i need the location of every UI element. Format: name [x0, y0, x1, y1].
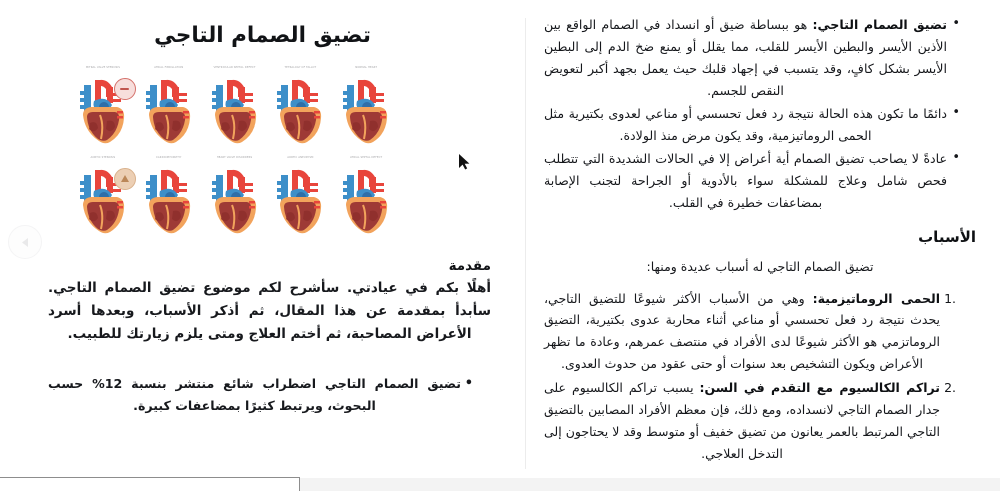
overview-bullet-list — [544, 14, 976, 214]
heart-anatomy-icon — [271, 71, 329, 147]
heart-illustration — [271, 161, 329, 237]
heart-illustration — [140, 71, 198, 147]
bullet-text: عادةً لا يصاحب تضيق الصمام أية أعراض إلا في الحالات الشديدة التي تتطلب فحص شامل وعلاج للمشكلة سواء بالأدوية أو الجراحة لتجنب الإصابة بمضاعفات خطيرة في القلب. — [544, 151, 947, 211]
heart-illustration-cell — [335, 66, 397, 154]
bottom-chrome-background — [300, 478, 1000, 491]
heart-illustration-caption: CARDIOMYOPATHY — [156, 155, 182, 159]
heart-illustration-caption: HEART VALVE DISORDERS — [216, 155, 253, 159]
heart-illustration — [337, 71, 395, 147]
bullet-text: دائمًا ما تكون هذه الحالة نتيجة رد فعل تحسسي أو مناعي لعدوى بكتيرية مثل الحمى الروماتيزمية، وقد يكون مرض منذ الولادة. — [544, 106, 947, 144]
heart-anatomy-icon — [206, 71, 264, 147]
page-title: تضيق الصمام التاجي — [154, 23, 371, 48]
intro-heading: مقدمة — [448, 257, 491, 274]
heart-illustration-caption: TETRALOGY OF FALLOT — [284, 65, 317, 69]
previous-slide-button[interactable] — [8, 225, 42, 259]
heart-illustration-cell — [204, 156, 266, 244]
cause-term: تراكم الكالسيوم مع التقدم في السن: — [699, 380, 940, 396]
heart-anatomy-icon — [140, 71, 198, 147]
right-pane — [526, 0, 1000, 491]
left-text-block — [0, 258, 525, 417]
overview-bullet-item — [544, 14, 960, 102]
heart-anatomy-icon — [271, 161, 329, 237]
heart-illustration-caption: NORMAL HEART — [355, 65, 378, 69]
heart-illustration-cell — [138, 66, 200, 154]
bottom-chrome-strip — [0, 475, 1000, 491]
stenosis-minus-badge-icon — [114, 78, 136, 100]
heart-illustration — [206, 71, 264, 147]
overview-bullet-item — [544, 148, 960, 214]
heart-illustration-cell — [335, 156, 397, 244]
heart-anatomy-icon — [206, 161, 264, 237]
heart-illustration-grid — [0, 66, 525, 244]
left-bullet-item: • تضيق الصمام التاجي اضطراب شائع منتشر بنسبة 12% حسب البحوث، ويرتبط كثيرًا بمضاعفات كبيرة. — [48, 373, 473, 418]
heart-illustration — [337, 161, 395, 237]
cause-text: وهي من الأسباب الأكثر شيوعًا للتضيق التاجي، يحدث نتيجة رد فعل تحسسي أو مناعي أثناء محاربة عدوى بكتيرية، التضيق الروماتزمي هو الأكثر شيوعًا لدى الأفراد في منتصف عمرهم، وعادة ما تظهر الأعراض ويكون التشخيص بعد سنوات أو حتى عقود من حدوث العدوى. — [544, 290, 940, 372]
play-back-triangle-icon — [19, 236, 32, 249]
causes-lead-text: تضيق الصمام التاجي له أسباب عديدة ومنها: — [646, 259, 874, 275]
causes-numbered-list — [544, 288, 976, 465]
bottom-tab-edge[interactable] — [0, 477, 300, 491]
heart-illustration-cell — [138, 156, 200, 244]
heart-illustration-caption: AORTIC ANEURYSM — [287, 155, 314, 159]
heart-illustration-cell — [269, 66, 331, 154]
bullet-term: تضيق الصمام التاجي: — [812, 17, 947, 32]
heart-illustration-cell — [269, 156, 331, 244]
heart-anatomy-icon — [140, 161, 198, 237]
bullet-text: هو ببساطة ضيق أو انسداد في الصمام الواقع بين الأذين الأيسر والبطين الأيسر للقلب، مما يقلل أو يمنع ضخ الدم إلى البطين الأيسر بشكل كافٍ، وقد يتسبب في إجهاد قلبك حيث يعمل بجهد أكبر لتعويض النقص للجسم. — [544, 17, 947, 99]
heart-illustration-caption: ATRIAL FIBRILLATION — [154, 65, 184, 69]
heart-anatomy-icon — [337, 161, 395, 237]
heart-illustration — [140, 161, 198, 237]
cause-term: الحمى الروماتيزمية: — [812, 290, 940, 306]
causes-heading: الأسباب — [918, 228, 976, 247]
heart-illustration — [271, 71, 329, 147]
cause-text: يسبب تراكم الكالسيوم على جدار الصمام التاجي لانسداده، ومع ذلك، فإن معظم الأفراد المصابين بالتضيق التاجي المرتبط بالعمر يعانون من تضيق خفيف أو متوسط وقد لا يحتاجون إلى التدخل العلاجي. — [544, 380, 940, 461]
heart-illustration-caption: VENTRICULAR SEPTAL DEFECT — [213, 65, 256, 69]
cause-list-item — [544, 288, 956, 376]
cause-list-item — [544, 377, 956, 465]
heart-illustration-cell — [204, 66, 266, 154]
overview-bullet-item — [544, 103, 960, 147]
heart-anatomy-icon — [337, 71, 395, 147]
heart-illustration — [206, 161, 264, 237]
heart-illustration-caption: MITRAL VALVE STENOSIS — [85, 65, 120, 69]
heart-illustration-cell — [72, 156, 134, 244]
heart-illustration-cell — [72, 66, 134, 154]
intro-paragraph: أهلًا بكم في عيادتي. سأشرح لكم موضوع تضيق الصمام التاجي. سأبدأ بمقدمة عن هذا المقال، ثم أذكر الأسباب، وبعدها أسرد الأعراض المصاحبة، ثم أختم العلاج ومتى يلزم زيارتك للطبيب. — [48, 279, 491, 343]
mouse-cursor — [459, 154, 471, 170]
heart-illustration-caption: AORTIC STENOSIS — [90, 155, 116, 159]
heart-illustration-caption: ATRIAL SEPTAL DEFECT — [349, 155, 383, 159]
valve-detail-badge-icon — [114, 168, 136, 190]
left-bullet-list — [48, 373, 491, 418]
